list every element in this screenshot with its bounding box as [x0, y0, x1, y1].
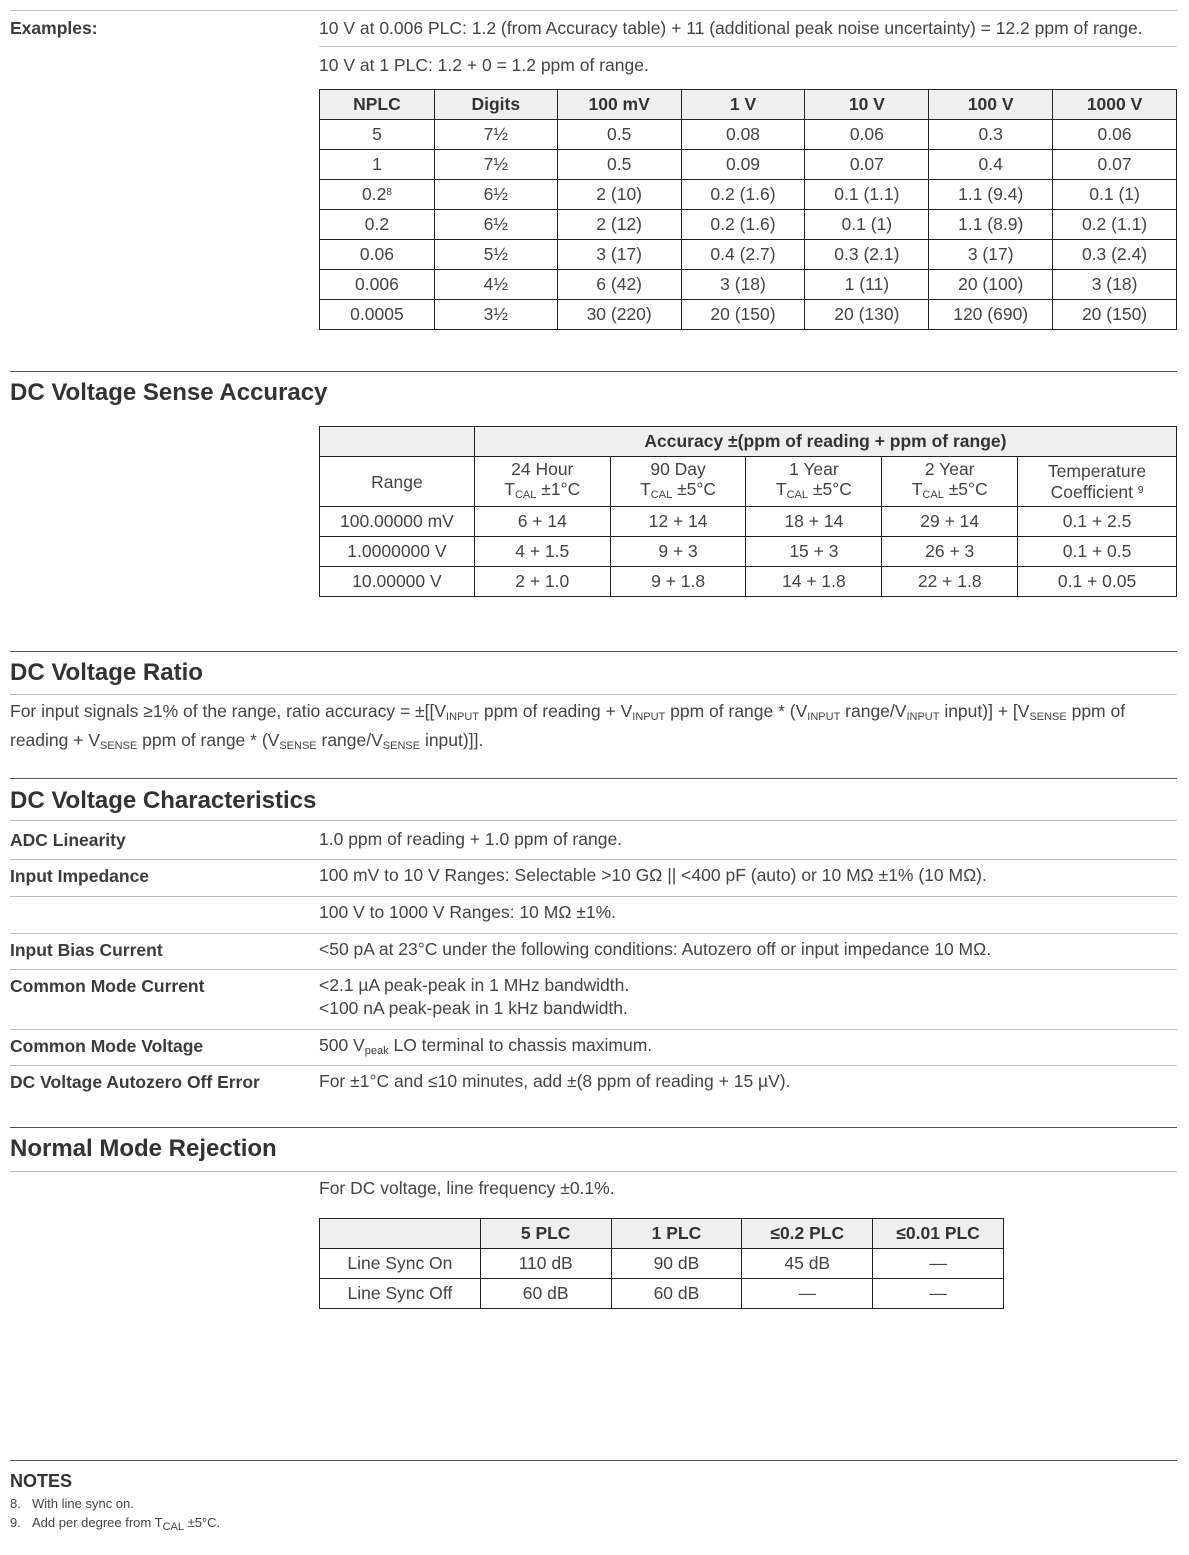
table-cell	[434, 210, 557, 240]
column-header: 100 mV	[557, 90, 681, 120]
table-cell	[557, 210, 681, 240]
table-cell	[434, 150, 557, 180]
table-cell: 15 + 3	[746, 537, 882, 567]
text-segment: 5½	[483, 244, 508, 264]
spec-label: Input Bias Current	[10, 940, 163, 960]
text-segment: 0.06	[1097, 124, 1132, 144]
table-row	[320, 300, 1177, 330]
table-cell: 0.1 + 0.05	[1018, 567, 1177, 597]
text-segment: 0.006	[355, 274, 399, 294]
table-cell	[557, 300, 681, 330]
text-segment: 0.2	[361, 184, 387, 204]
text-segment: ±1°C	[536, 478, 581, 499]
table-cell: 2 + 1.0	[474, 567, 610, 597]
text-segment: Add per degree from T	[32, 1515, 163, 1530]
table-cell	[320, 300, 435, 330]
table-cell: 60 dB	[611, 1279, 742, 1309]
text-segment: T	[504, 478, 515, 499]
text-segment: 20 (150)	[1081, 304, 1148, 324]
note-number: 9.	[10, 1515, 21, 1530]
text-segment: With line sync on.	[32, 1496, 134, 1511]
text-segment: ppm of range * (V	[137, 730, 280, 750]
text-segment: 0.2 (1.6)	[710, 214, 776, 234]
table-cell	[805, 120, 929, 150]
text-segment: <50 pA at 23°C under the following conditions: Autozero off or input impedance 10 MΩ.	[319, 939, 992, 959]
table-row	[320, 270, 1177, 300]
table-cell: 22 + 1.8	[882, 567, 1018, 597]
text-segment: 1.1 (8.9)	[958, 214, 1024, 234]
table-cell: —	[742, 1279, 873, 1309]
table-cell	[557, 120, 681, 150]
table-cell: —	[873, 1249, 1004, 1279]
text-segment: 0.07	[849, 154, 884, 174]
divider	[10, 820, 1177, 821]
subscript: CAL	[922, 488, 944, 501]
table-cell	[1053, 180, 1177, 210]
text-segment: <2.1 µA peak-peak in 1 MHz bandwidth.	[319, 975, 630, 995]
text-segment: ±5°C	[943, 478, 988, 499]
table-cell	[320, 180, 435, 210]
divider	[10, 969, 1177, 970]
subscript: INPUT	[446, 711, 480, 723]
column-header: ≤0.01 PLC	[873, 1219, 1004, 1249]
text-segment: Coefficient	[1050, 482, 1138, 502]
table-row	[320, 150, 1177, 180]
table-cell: 9 + 3	[610, 537, 746, 567]
text-segment: input)]].	[420, 730, 484, 750]
table-cell: 18 + 14	[746, 507, 882, 537]
section-title-nmr: Normal Mode Rejection	[10, 1135, 277, 1162]
divider	[10, 859, 1177, 860]
table-cell	[929, 180, 1053, 210]
table-cell	[681, 150, 805, 180]
table-cell: 45 dB	[742, 1249, 873, 1279]
spec-label: ADC Linearity	[10, 830, 126, 850]
text-segment: 0.2 (1.1)	[1081, 214, 1148, 234]
spec-value	[319, 1070, 790, 1093]
section-title-ratio: DC Voltage Ratio	[10, 659, 203, 686]
column-header	[610, 457, 746, 507]
subscript: SENSE	[1029, 711, 1067, 723]
text-segment: ±5°C.	[183, 1515, 221, 1530]
text-segment: 5	[372, 124, 382, 144]
table-cell	[681, 210, 805, 240]
text-segment: 0.5	[606, 154, 632, 174]
note-number: 8.	[10, 1496, 21, 1511]
text-segment: 1.1 (9.4)	[958, 184, 1024, 204]
spec-value	[319, 901, 616, 924]
text-segment: T	[775, 478, 787, 499]
table-cell	[1053, 120, 1177, 150]
table-cell	[805, 270, 929, 300]
table-row	[320, 1249, 1004, 1279]
table-cell	[320, 270, 435, 300]
table-row	[320, 120, 1177, 150]
table-cell: 0.1 + 0.5	[1018, 537, 1177, 567]
column-header: 1 V	[681, 90, 805, 120]
subscript: SENSE	[279, 740, 317, 752]
table-cell	[681, 270, 805, 300]
text-segment: ppm of range * (V	[665, 701, 808, 721]
text-segment: 0.3 (2.4)	[1081, 244, 1148, 264]
table-cell	[805, 210, 929, 240]
text-segment: For ±1°C and ≤10 minutes, add ±(8 ppm of reading + 15 µV).	[319, 1071, 791, 1091]
table-cell	[320, 150, 435, 180]
text-segment: 90 Day	[650, 458, 706, 479]
table-row	[320, 507, 1177, 537]
text-segment: ±5°C	[672, 478, 717, 499]
text-segment: 20 (150)	[710, 304, 776, 324]
text-segment: 0.1 (1)	[1089, 184, 1140, 204]
table-row	[320, 1279, 1004, 1309]
table-cell	[805, 150, 929, 180]
text-segment: 2 (10)	[596, 184, 643, 204]
table-cell	[320, 240, 435, 270]
text-segment: 6 (42)	[596, 274, 643, 294]
text-segment: ppm of reading + V	[479, 701, 633, 721]
table-cell: 0.1 + 2.5	[1018, 507, 1177, 537]
table-cell: Line Sync On	[320, 1249, 481, 1279]
note-text	[32, 1496, 134, 1511]
notes	[10, 1471, 220, 1533]
text-segment: 0.3	[978, 124, 1003, 144]
text-segment: 0.0005	[350, 304, 404, 324]
spec-value	[319, 828, 622, 851]
table-cell	[1053, 240, 1177, 270]
spec-label: Input Impedance	[10, 866, 150, 886]
table-cell	[681, 120, 805, 150]
column-header	[474, 457, 610, 507]
column-header: ≤0.2 PLC	[742, 1219, 873, 1249]
table-cell	[1053, 300, 1177, 330]
example-line: 10 V at 0.006 PLC: 1.2 (from Accuracy table) + 11 (additional peak noise uncertainty) = 12.2 ppm of range.	[319, 18, 1143, 38]
column-header: NPLC	[320, 90, 435, 120]
text-segment: ppm of reading + V	[10, 701, 1126, 750]
table-cell	[434, 240, 557, 270]
divider	[10, 694, 1177, 695]
text-segment: 3 (17)	[967, 244, 1014, 264]
table-cell: 1.0000000 V	[320, 537, 475, 567]
text-segment: 0.1 (1)	[841, 214, 893, 234]
table-cell	[805, 300, 929, 330]
text-segment: 1	[372, 154, 382, 174]
subscript: CAL	[786, 488, 809, 501]
subscript: SENSE	[100, 740, 138, 752]
text-segment: range/V	[316, 730, 383, 750]
spec-value	[319, 938, 991, 961]
column-header: 10 V	[805, 90, 929, 120]
text-segment: 0.08	[725, 124, 761, 144]
table-cell	[929, 300, 1053, 330]
table-cell	[805, 240, 929, 270]
range-header: Range	[320, 457, 475, 507]
text-segment: 1 (11)	[844, 274, 890, 294]
table-cell	[681, 180, 805, 210]
table-cell: 14 + 1.8	[746, 567, 882, 597]
text-segment: range/V	[840, 701, 907, 721]
subscript: SENSE	[382, 740, 421, 752]
footnote-ref: 9	[1137, 485, 1144, 496]
divider	[10, 933, 1177, 934]
text-segment: 30 (220)	[586, 304, 652, 324]
table-cell	[1053, 150, 1177, 180]
spec-label: Common Mode Current	[10, 976, 205, 996]
text-segment: 500 V	[319, 1035, 365, 1055]
table-cell: —	[873, 1279, 1004, 1309]
text-segment: 0.3 (2.1)	[834, 244, 900, 264]
text-segment: 0.2 (1.6)	[710, 184, 776, 204]
table-row	[320, 210, 1177, 240]
divider	[10, 1171, 1177, 1172]
nplc-accuracy-table	[319, 89, 1177, 330]
text-segment: 0.4	[978, 154, 1003, 174]
spec-label: DC Voltage Autozero Off Error	[10, 1072, 260, 1092]
spec-value	[319, 974, 629, 1020]
table-cell	[681, 300, 805, 330]
divider	[10, 1065, 1177, 1066]
table-cell	[681, 240, 805, 270]
spec-label: Common Mode Voltage	[10, 1036, 204, 1056]
table-cell	[434, 270, 557, 300]
subscript: CAL	[162, 1521, 184, 1533]
table-cell: 10.00000 V	[320, 567, 475, 597]
subscript: CAL	[650, 488, 673, 501]
footnote-ref: 8	[386, 187, 392, 198]
text-segment: 100 V to 1000 V Ranges: 10 MΩ ±1%.	[319, 902, 617, 922]
text-segment: Temperature	[1047, 461, 1147, 481]
note-item	[10, 1496, 220, 1511]
table-cell: 26 + 3	[882, 537, 1018, 567]
section-divider	[10, 371, 1177, 372]
column-header	[1018, 457, 1177, 507]
text-segment: 3 (18)	[1091, 274, 1138, 294]
table-row	[320, 180, 1177, 210]
nmr-intro: For DC voltage, line frequency ±0.1%.	[319, 1178, 615, 1198]
table-cell	[434, 180, 557, 210]
table-cell	[557, 240, 681, 270]
table-cell	[320, 210, 435, 240]
text-segment: 0.06	[849, 124, 884, 144]
text-segment: 20 (100)	[958, 274, 1024, 294]
table-cell: 60 dB	[480, 1279, 611, 1309]
subscript: INPUT	[632, 711, 666, 723]
examples-label: Examples:	[10, 18, 98, 38]
notes-title: NOTES	[10, 1471, 73, 1491]
text-segment: 3 (17)	[596, 244, 643, 264]
section-title-characteristics: DC Voltage Characteristics	[10, 787, 317, 814]
table-row	[320, 537, 1177, 567]
text-segment: For input signals ≥1% of the range, ratio accuracy = ±[[V	[10, 701, 447, 721]
note-text	[32, 1515, 221, 1533]
text-segment: 24 Hour	[511, 458, 574, 479]
subscript: CAL	[514, 488, 537, 501]
text-segment: T	[640, 478, 651, 499]
text-segment: T	[911, 478, 923, 499]
column-header: 1 PLC	[611, 1219, 742, 1249]
section-divider	[10, 651, 1177, 652]
table-cell	[805, 180, 929, 210]
column-header: Digits	[434, 90, 557, 120]
table-cell	[929, 240, 1053, 270]
table-header-blank	[320, 427, 475, 457]
spec-value	[319, 1034, 652, 1063]
table-row	[320, 240, 1177, 270]
table-cell: 90 dB	[611, 1249, 742, 1279]
table-row	[320, 567, 1177, 597]
divider	[10, 10, 1177, 11]
column-header	[320, 1219, 481, 1249]
text-segment: ±5°C	[808, 478, 852, 499]
table-cell	[929, 150, 1053, 180]
table-cell: 12 + 14	[610, 507, 746, 537]
text-segment: 4½	[483, 274, 508, 294]
divider	[10, 1029, 1177, 1030]
text-segment: 120 (690)	[953, 304, 1029, 324]
text-segment: 0.1 (1.1)	[834, 184, 900, 204]
subscript: INPUT	[807, 711, 841, 723]
column-header: 1000 V	[1053, 90, 1177, 120]
table-cell	[1053, 210, 1177, 240]
text-segment: 7½	[483, 124, 508, 144]
column-header	[746, 457, 882, 507]
ratio-formula	[10, 700, 1170, 758]
table-cell	[929, 120, 1053, 150]
table-cell: 4 + 1.5	[474, 537, 610, 567]
table-cell	[320, 120, 435, 150]
text-segment: 2 Year	[924, 458, 975, 479]
table-cell: Line Sync Off	[320, 1279, 481, 1309]
table-cell: 9 + 1.8	[610, 567, 746, 597]
table-cell: 29 + 14	[882, 507, 1018, 537]
text-segment: 100 mV to 10 V Ranges: Selectable >10 GΩ || <400 pF (auto) or 10 MΩ ±1% (10 MΩ).	[319, 865, 987, 885]
table-cell	[557, 270, 681, 300]
text-segment: <100 nA peak-peak in 1 kHz bandwidth.	[319, 998, 628, 1018]
text-segment: LO terminal to chassis maximum.	[388, 1035, 653, 1055]
text-segment: 0.5	[606, 124, 632, 144]
text-segment: 1.0 ppm of reading + 1.0 ppm of range.	[319, 829, 623, 849]
text-segment: input)] + [V	[939, 701, 1030, 721]
nmr-table	[319, 1218, 1004, 1309]
text-segment: 2 (12)	[596, 214, 643, 234]
section-divider	[10, 1460, 1177, 1461]
table-cell	[557, 150, 681, 180]
text-segment: 0.09	[725, 154, 761, 174]
sense-accuracy-table	[319, 426, 1177, 597]
table-cell	[1053, 270, 1177, 300]
table-cell	[557, 180, 681, 210]
text-segment: 0.07	[1097, 154, 1132, 174]
text-segment: 3½	[483, 304, 508, 324]
text-segment: 1 Year	[789, 458, 839, 479]
table-cell	[929, 210, 1053, 240]
note-item	[10, 1515, 220, 1533]
text-segment: 0.06	[359, 244, 394, 264]
text-segment: 3 (18)	[720, 274, 766, 294]
table-cell: 110 dB	[480, 1249, 611, 1279]
subscript: INPUT	[906, 711, 940, 723]
table-cell	[434, 300, 557, 330]
column-header: 5 PLC	[480, 1219, 611, 1249]
accuracy-group-header: Accuracy ±(ppm of reading + ppm of range)	[474, 427, 1176, 457]
divider	[319, 46, 1177, 47]
example-line: 10 V at 1 PLC: 1.2 + 0 = 1.2 ppm of range.	[319, 55, 649, 75]
section-title-sense-accuracy: DC Voltage Sense Accuracy	[10, 379, 328, 406]
text-segment: 6½	[483, 214, 508, 234]
text-segment: 6½	[483, 184, 508, 204]
text-segment: 0.4 (2.7)	[710, 244, 776, 264]
column-header	[882, 457, 1018, 507]
table-cell: 6 + 14	[474, 507, 610, 537]
subscript: peak	[364, 1045, 389, 1057]
table-cell	[434, 120, 557, 150]
section-divider	[10, 1127, 1177, 1128]
text-segment: 20 (130)	[834, 304, 900, 324]
divider	[10, 896, 1177, 897]
table-cell	[929, 270, 1053, 300]
table-cell: 100.00000 mV	[320, 507, 475, 537]
column-header: 100 V	[929, 90, 1053, 120]
section-divider	[10, 778, 1177, 779]
text-segment: 7½	[483, 154, 508, 174]
text-segment: 0.2	[364, 214, 390, 234]
spec-value	[319, 864, 987, 887]
